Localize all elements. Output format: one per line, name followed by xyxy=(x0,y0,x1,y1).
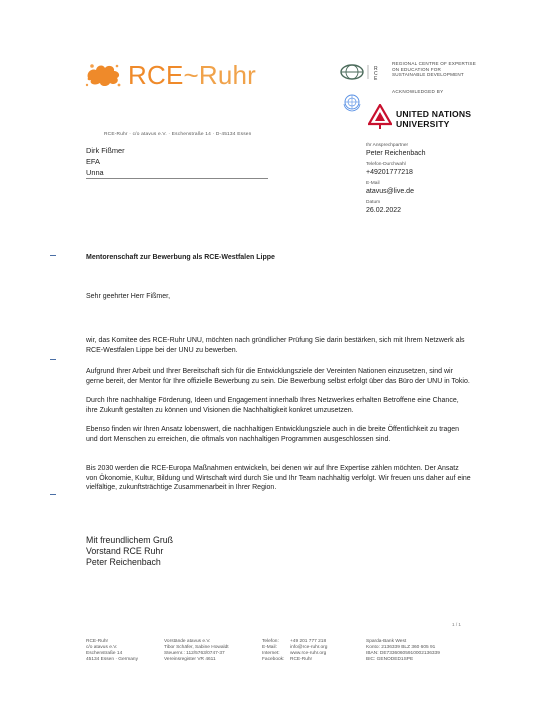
contact-person-label: Ihr Ansprechpartner xyxy=(366,143,409,148)
unu-name-line: UNITED NATIONS xyxy=(396,109,472,119)
contact-block xyxy=(366,143,506,219)
footer-line: c/o atavus e.V. xyxy=(86,645,118,650)
rce-tagline-line: ON EDUCATION FOR xyxy=(392,66,442,72)
footer-line: Konto: 2136339 BLZ 360 605 91 xyxy=(366,645,436,650)
footer-bank xyxy=(366,639,440,663)
footer-line: Sparda-Bank West xyxy=(366,639,407,644)
letter-closing xyxy=(86,535,173,568)
footer-line: RCE-Ruhr xyxy=(86,639,109,644)
phone-value: +49201777218 xyxy=(366,169,413,176)
date-value: 26.02.2022 xyxy=(366,207,402,214)
logo-ruhr-text: Ruhr xyxy=(198,60,257,90)
footer-line: RCE-Ruhr xyxy=(290,657,313,662)
recipient-divider xyxy=(86,178,268,179)
footer-line: 45134 Essen · Germany xyxy=(86,657,138,662)
svg-text:E: E xyxy=(374,76,378,80)
closing-signatory-org: Vorstand RCE Ruhr xyxy=(86,546,164,556)
footer-line: info@rce-ruhr.org xyxy=(290,645,328,650)
letter-salutation: Sehr geehrter Herr Fißmer, xyxy=(86,293,171,300)
footer-line: Internet: xyxy=(262,651,280,656)
body-paragraph: wir, das Komitee des RCE-Ruhr UNU, möchten nach gründlicher Prüfung Sie darin bestärken, sich mit Ihrem Netzwerk als RCE-Westfalen Lippe bei der UNU zu bewerben. xyxy=(86,337,465,354)
fold-mark xyxy=(50,494,56,495)
fold-mark xyxy=(50,255,56,256)
rce-tagline xyxy=(392,61,512,78)
sender-address-line: RCE-Ruhr · c/o atavus e.V. · Eschenstraße 14 · D-45134 Essen xyxy=(104,132,252,137)
recipient-city: Unna xyxy=(86,168,104,177)
footer-line: Vorstände atavus e.V. xyxy=(164,639,211,644)
closing-signatory-name: Peter Reichenbach xyxy=(86,557,161,567)
footer-line: +49 201 777 218 xyxy=(290,639,327,644)
logo-rce-text: RCE xyxy=(128,60,184,90)
email-label: E-Mail xyxy=(366,181,380,186)
recipient-address xyxy=(86,145,125,178)
rce-ruhr-logo xyxy=(84,58,256,92)
footer-contact-labels xyxy=(262,639,284,663)
page-number: 1 / 1 xyxy=(452,622,461,627)
footer-line: E-Mail: xyxy=(262,645,277,650)
logo-tilde-text: ~ xyxy=(183,60,199,90)
body-paragraph: Ebenso finden wir Ihren Ansatz lobenswert, die nachhaltigen Entwicklungsziele auch in die breite Öffentlichkeit zu tragen und dort Menschen zu erreichen, die oftmals von nachhaltigen Programmen ausgeschlossen sind. xyxy=(86,426,460,443)
rce-tagline-line: REGIONAL CENTRE OF EXPERTISE xyxy=(392,61,476,66)
footer-line: IBAN: DE73360605910002136339 xyxy=(366,651,440,656)
phone-label: Telefon-Durchwahl xyxy=(366,162,406,167)
footer-address xyxy=(86,639,138,663)
body-paragraph: Aufgrund Ihrer Arbeit und Ihrer Bereitschaft sich für die Entwicklungsziele der Vereinten Nationen einzusetzen, sind wir gerne bereit, der Mentor für Ihre offizielle Bewerbung zu sein. Die Bewerbung selbst erfolgt über das Büro der UNU in Tokio. xyxy=(86,368,470,385)
unu-name-line: UNIVERSITY xyxy=(396,119,450,129)
footer-line: BIC: GENODED1SPE xyxy=(366,657,414,662)
unu-name xyxy=(396,109,471,129)
unu-logo-icon xyxy=(368,104,392,130)
footer-line: www.rce-ruhr.org xyxy=(290,651,327,656)
footer-line: Telefon: xyxy=(262,639,279,644)
email-value: atavus@live.de xyxy=(366,188,414,195)
footer-board xyxy=(164,639,229,663)
letter-subject: Mentorenschaft zur Bewerbung als RCE-Westfalen Lippe xyxy=(86,254,275,261)
footer-line: Facebook: xyxy=(262,657,285,662)
svg-text:C: C xyxy=(374,71,378,77)
footer-line: Tibor Schäfer, Sabine Howaldt xyxy=(164,645,229,650)
closing-greeting: Mit freundlichem Gruß xyxy=(86,535,174,545)
body-paragraph: Durch Ihre nachhaltige Förderung, Ideen und Engagement innerhalb Ihres Netzwerkes erhalten Betroffene eine Chance, ihre Zukunft gestalten zu können und Visionen die Nachhaltigkeit konkret umzusetzen. xyxy=(86,397,459,414)
footer-line: Eschenstraße 14 xyxy=(86,651,123,656)
un-emblem-icon xyxy=(342,92,362,112)
body-paragraph: Bis 2030 werden die RCE-Europa Maßnahmen entwickeln, bei denen wir auf Ihre Expertise zählen möchten. Der Ansatz von Ökonomie, Kultur, Bildung und Wirtschaft wird durch Sie und Ihr Team nachhaltig verfolgt. Wir freuen uns daher auf eine vielfältige, zukunftsträchtige Zusammenarbeit in Ihrer Region. xyxy=(86,465,471,492)
footer-line: Vereinsregister VR 4611 xyxy=(164,657,216,662)
footer-line: Steuernr.: 112/5763/0747-37 xyxy=(164,651,225,656)
footer-contact-values xyxy=(290,639,327,663)
recipient-organization: EFA xyxy=(86,157,100,166)
svg-text:R: R xyxy=(374,66,378,72)
rce-globe-icon xyxy=(340,64,388,80)
recipient-name: Dirk Fißmer xyxy=(86,146,125,155)
date-label: Datum xyxy=(366,200,381,205)
rce-tagline-line: SUSTAINABLE DEVELOPMENT xyxy=(392,72,464,78)
splash-icon xyxy=(84,60,122,90)
contact-person-value: Peter Reichenbach xyxy=(366,150,426,157)
punch-mark xyxy=(50,359,56,360)
acknowledged-by-label: ACKNOWLEDGED BY xyxy=(392,89,444,94)
